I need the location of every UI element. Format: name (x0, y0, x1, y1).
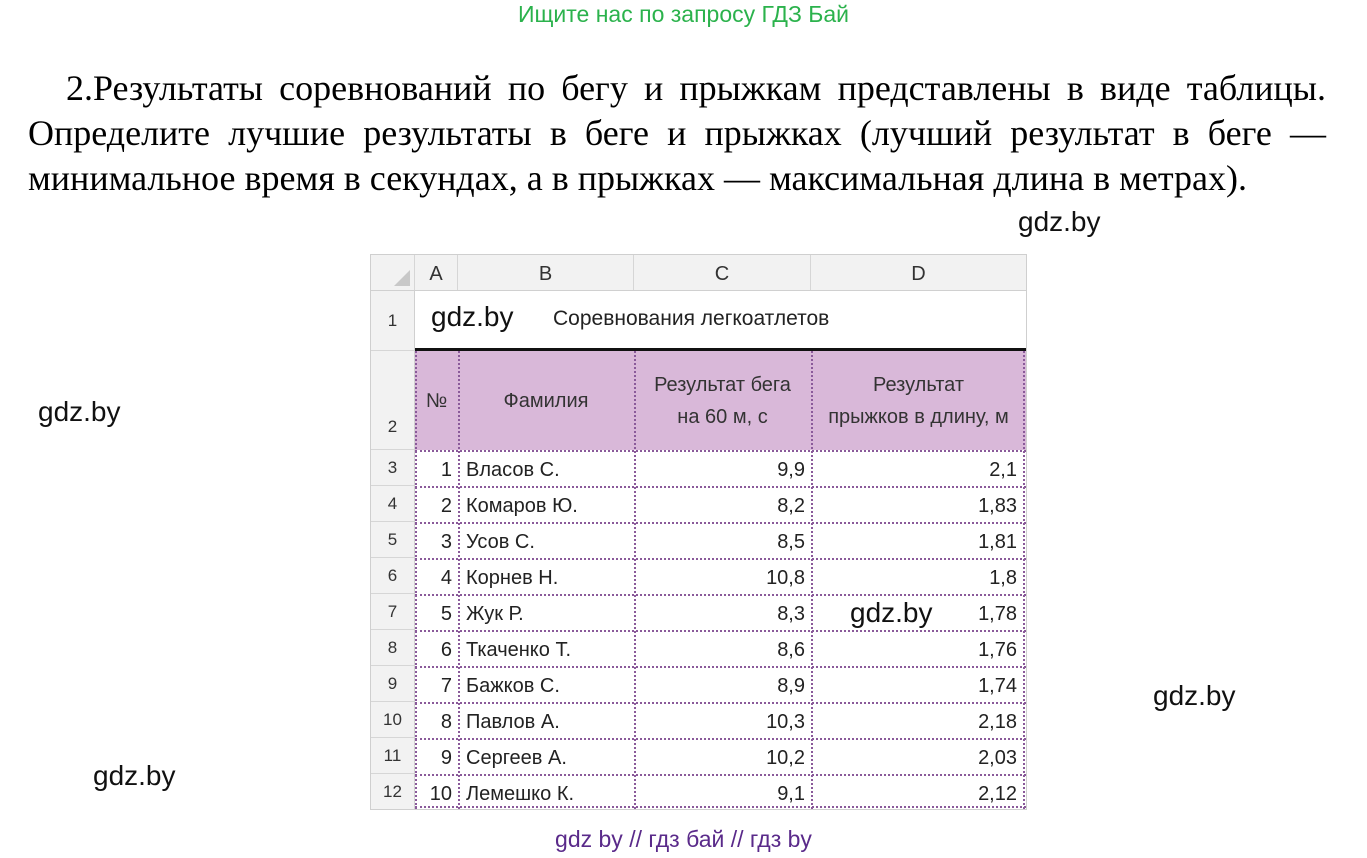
cell-jump[interactable]: 2,03 (978, 747, 1017, 769)
cell-jump[interactable]: 2,18 (978, 711, 1017, 733)
cell-surname[interactable]: Ткаченко Т. (466, 639, 572, 661)
cell-number[interactable]: 10 (429, 783, 452, 805)
cell-surname[interactable]: Власов С. (466, 459, 560, 481)
watermark: gdz.by (850, 597, 933, 628)
cell-surname[interactable]: Сергеев А. (466, 747, 567, 769)
cell-surname[interactable]: Бажков С. (466, 675, 560, 697)
cell-run[interactable]: 8,6 (777, 639, 805, 661)
row-header-11[interactable]: 11 (371, 738, 415, 774)
row-header-7[interactable]: 7 (371, 594, 415, 630)
header-jump-line1: Результат (873, 373, 964, 396)
cell-jump[interactable]: 1,74 (978, 675, 1017, 697)
grid-line (1023, 351, 1025, 809)
watermark: gdz.by (1153, 680, 1236, 711)
select-all-corner[interactable] (371, 255, 415, 290)
header-number[interactable]: № (425, 389, 448, 412)
header-run-line2: на 60 м, с (677, 405, 768, 428)
cell-number[interactable]: 3 (440, 531, 452, 553)
row-header-3[interactable]: 3 (371, 450, 415, 486)
watermark: gdz.by (431, 301, 514, 332)
cell-number[interactable]: 1 (440, 459, 452, 481)
row-header-8[interactable]: 8 (371, 630, 415, 666)
spreadsheet (370, 254, 1027, 810)
cell-number[interactable]: 8 (440, 711, 452, 733)
cell-jump[interactable]: 1,83 (978, 495, 1017, 517)
header-jump-line2: прыжков в длину, м (828, 405, 1009, 428)
row-header-9[interactable]: 9 (371, 666, 415, 702)
row-header-10[interactable]: 10 (371, 702, 415, 738)
row-header-5[interactable]: 5 (371, 522, 415, 558)
column-header-bar (371, 255, 1026, 291)
cell-surname[interactable]: Комаров Ю. (466, 495, 578, 517)
cell-run[interactable]: 9,9 (777, 459, 805, 481)
column-header-a[interactable]: A (415, 255, 458, 290)
cell-run[interactable]: 10,8 (766, 567, 805, 589)
cell-number[interactable]: 9 (440, 747, 452, 769)
cell-jump[interactable]: 1,8 (989, 567, 1017, 589)
row-header-1[interactable]: 1 (371, 291, 415, 351)
cell-surname[interactable]: Жук Р. (466, 603, 524, 625)
cell-number[interactable]: 4 (440, 567, 452, 589)
cell-jump[interactable]: 2,1 (989, 459, 1017, 481)
column-header-d[interactable]: D (911, 263, 926, 285)
top-banner: Ищите нас по запросу ГДЗ Бай (517, 1, 850, 27)
header-surname[interactable]: Фамилия (503, 389, 589, 412)
watermark: gdz.by (1018, 206, 1101, 237)
cell-run[interactable]: 9,1 (777, 783, 805, 805)
watermark: gdz.by (38, 396, 121, 427)
cell-jump[interactable]: 2,12 (978, 783, 1017, 805)
cell-surname[interactable]: Лемешко К. (466, 783, 575, 805)
task-text: 2.Результаты соревнований по бегу и прыжкам представлены в виде таблицы. Определите лучшие результаты в беге и прыжках (лучший результат в беге — минимальное время в секундах, а в прыжках — максимальная длина в метрах). (28, 68, 1326, 198)
column-header-b[interactable]: B (458, 255, 634, 290)
cell-run[interactable]: 10,2 (766, 747, 805, 769)
cell-jump[interactable]: 1,81 (978, 531, 1017, 553)
cell-run[interactable]: 8,5 (777, 531, 805, 553)
cell-surname[interactable]: Усов С. (466, 531, 535, 553)
cell-number[interactable]: 2 (440, 495, 452, 517)
cell-number[interactable]: 5 (440, 603, 452, 625)
watermark: gdz.by (93, 760, 176, 791)
column-header-c[interactable]: C (634, 255, 811, 290)
cell-run[interactable]: 8,2 (777, 495, 805, 517)
header-run-line1: Результат бега (654, 373, 791, 396)
cell-jump[interactable]: 1,78 (978, 603, 1017, 625)
cell-run[interactable]: 8,3 (777, 603, 805, 625)
cell-number[interactable]: 7 (440, 675, 452, 697)
cell-number[interactable]: 6 (440, 639, 452, 661)
sheet-title: Соревнования легкоатлетов (553, 307, 830, 330)
cell-surname[interactable]: Корнев Н. (466, 567, 559, 589)
header-run-result[interactable] (634, 351, 811, 450)
row-header-6[interactable]: 6 (371, 558, 415, 594)
cell-surname[interactable]: Павлов А. (466, 711, 560, 733)
footer-links: gdz by // гдз бай // гдз by (555, 826, 812, 852)
row-header-4[interactable]: 4 (371, 486, 415, 522)
row-header-2[interactable]: 2 (371, 351, 415, 450)
header-jump-result[interactable] (811, 351, 1026, 450)
cell-jump[interactable]: 1,76 (978, 639, 1017, 661)
cell-run[interactable]: 8,9 (777, 675, 805, 697)
cell-run[interactable]: 10,3 (766, 711, 805, 733)
row-header-12[interactable]: 12 (371, 774, 415, 809)
